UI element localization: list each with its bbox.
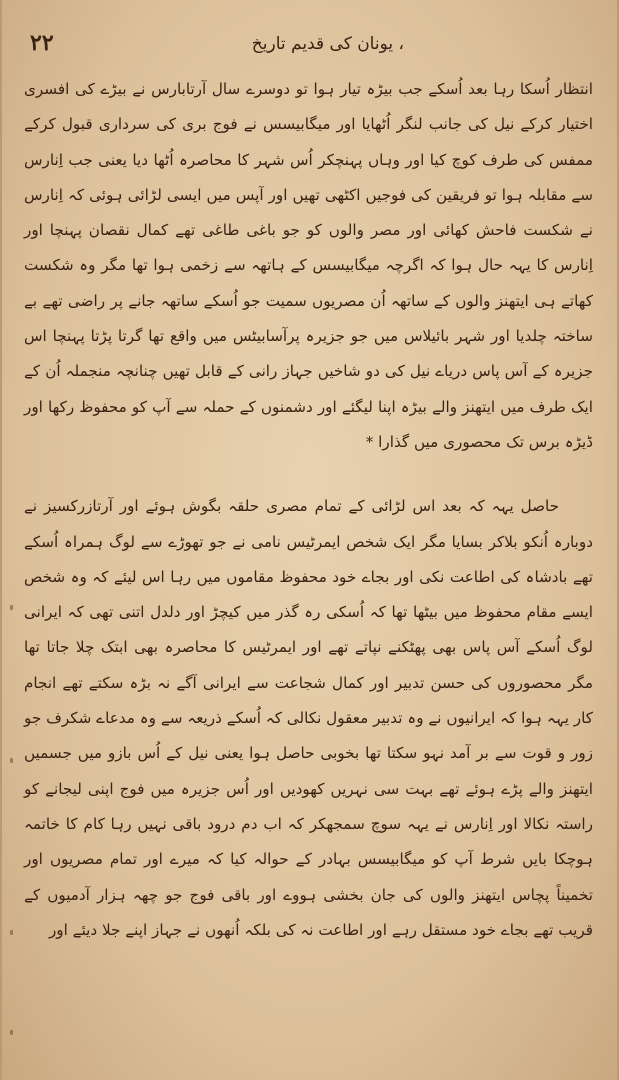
margin-mark (10, 930, 13, 935)
margin-mark (10, 1030, 13, 1035)
paragraph-2: حاصل یہہ کہ بعد اس لڑائی کے تمام مصری حلقہ بگوش ہوئے اور آرتازرکسیز نے دوبارہ اُنکو بلاکر بسایا مگر ایک شخص ایمرٹیس نامی نے جو تھوڑے سے لوگ ہمراہ اُسکے تھے بادشاہ کی اطاعت نکی اور بجاے خود محفوظ مقاموں میں رہا اس لیئے کہ وہ شخص ایسے مقام محفوظ میں بیٹھا تھا کہ اُسکی رہ گذر میں کیچڑ اور دلدل اتنی تھی کہ ایرانی لوگ اُسکے آس پاس بھی پھٹکنے نپاتے تھے اور ایمرٹیس کا محاصرہ بھی ابتک چلا جاتا تھا مگر محصوروں کی حسن تدبیر اور کمال شجاعت سے ایرانی آگے نہ بڑہ سکتے تھے انجام کار یہہ ہوا کہ ایرانیوں نے وہ تدبیر معقول نکالی کہ اُسکے ذریعہ سے وہ مدعاے شکرف جو زور و قوت سے بر آمد نہو سکتا تھا بخوبی حاصل ہوا یعنی نیل کے اُس بازو میں جسمیں ایتھنز والے پڑے ہوئے تھے بہت سی نہریں کھودیں اور اُس جزیرہ میں فوج اپنی لیجانے کو راستہ نکالا اور اِنارس نے یہہ سوچ سمجھکر کہ اب دم درود باقی نہیں رہا کام کا خاتمہ ہوچکا بایں شرط آپ کو میگابیسس بہادر کے حوالہ کیا کہ میرے اور تمام مصریوں اور تخمیناً پچاس ایتھنز والوں کی جان بخشی ہووے اور باقی فوج جو چھہ ہزار آدمیوں کے قریب تھے بجاے خود مستقل رہے اور اطاعت نہ کی بلکہ اُنھوں نے جہاز اپنے جلا دیئے اور (24, 497, 593, 939)
page-header (20, 30, 599, 64)
margin-mark (10, 758, 13, 763)
page-body (24, 72, 593, 948)
running-title: ، یونان کی قدیم تاریخ (251, 34, 404, 54)
paragraph-1: انتظار اُسکا رہا بعد اُسکے جب بیڑہ تیار ہوا تو دوسرے سال آرتابارس نے بیڑے کی افسری اختیار کرکے نیل کی جانب لنگر اُٹھایا اور میگابیسس نے فوج بری کی سرداری قبول کرکے ممفس کی طرف کوچ کیا اور وہاں پہنچکر اُس شہر کا محاصرہ اُٹھا دیا یعنی جب اِنارس سے مقابلہ ہوا تو فریقین کی فوجیں اکٹھی تھیں اور آپس میں ایسی لڑائی ہوئی کہ اِنارس نے شکست فاحش کھائی اور مصر والوں کو جو باغی طاغی تھے کمال نقصان پہنچا اور اِنارس کا یہہ حال ہوا کہ اگرچہ میگابیسس کے ہاتھہ سے زخمی ہوا تھا مگر وہ شکست کھاتے ہی ایتھنز والوں کے ساتھہ اُن مصریوں سمیت جو اُسکے ساتھہ جانے پر راضی تھے بے ساختہ چلدیا اور شہر بائیلاس میں جو جزیرہ پرآسابیٹس میں واقع تھا گرتا پڑتا پہنچا اس جزیرہ کے آس پاس دریاے نیل کی دو شاخیں جہاز رانی کے قابل تھیں چنانچہ منجملہ اُن کے ایک طرف میں ایتھنز والے بیڑہ اپنا لیگئے اور دشمنوں کے حملہ سے آپ کو محفوظ رکھا اور ڈیڑہ برس تک محصوری میں گذارا * (24, 80, 593, 451)
margin-mark (10, 605, 13, 610)
paragraph-break (24, 460, 593, 489)
page-number: ۲۲ (30, 30, 54, 56)
